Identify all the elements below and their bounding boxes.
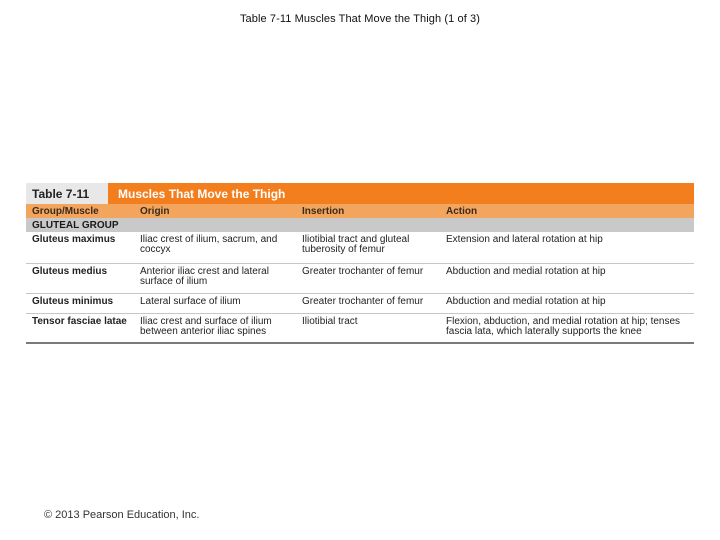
cell-insertion: Iliotibial tract bbox=[302, 316, 358, 327]
cell-action: Extension and lateral rotation at hip bbox=[446, 234, 603, 245]
table-row bbox=[26, 293, 694, 313]
cell-origin: Iliac crest and surface of ilium between anterior iliac spines bbox=[140, 316, 272, 337]
cell-muscle: Tensor fasciae latae bbox=[32, 316, 127, 327]
table-row bbox=[26, 313, 694, 342]
cell-insertion: Greater trochanter of femur bbox=[302, 296, 424, 307]
copyright-footer: © 2013 Pearson Education, Inc. bbox=[44, 509, 200, 521]
table-number: Table 7-11 bbox=[26, 183, 108, 204]
column-header-origin: Origin bbox=[140, 205, 170, 217]
cell-action: Abduction and medial rotation at hip bbox=[446, 266, 606, 277]
cell-origin: Anterior iliac crest and lateral surface of ilium bbox=[140, 266, 269, 287]
table-row bbox=[26, 232, 694, 263]
cell-origin: Iliac crest of ilium, sacrum, and coccyx bbox=[140, 234, 278, 255]
cell-muscle: Gluteus minimus bbox=[32, 296, 114, 307]
cell-muscle: Gluteus medius bbox=[32, 266, 108, 277]
cell-origin: Lateral surface of ilium bbox=[140, 296, 241, 307]
table-title: Muscles That Move the Thigh bbox=[118, 186, 286, 201]
column-header-action: Action bbox=[446, 205, 478, 217]
table-title-bar bbox=[26, 183, 694, 204]
cell-muscle: Gluteus maximus bbox=[32, 234, 116, 245]
table-row bbox=[26, 263, 694, 293]
cell-insertion: Iliotibial tract and gluteal tuberosity of femur bbox=[302, 234, 410, 255]
cell-action: Flexion, abduction, and medial rotation at hip; tenses fascia lata, which laterally supports the knee bbox=[446, 316, 681, 337]
cell-insertion: Greater trochanter of femur bbox=[302, 266, 424, 277]
column-header-muscle: Group/Muscle bbox=[32, 205, 99, 217]
table-header-row bbox=[26, 204, 694, 218]
column-header-insertion: Insertion bbox=[302, 205, 345, 217]
cell-action: Abduction and medial rotation at hip bbox=[446, 296, 606, 307]
table-body bbox=[26, 232, 694, 342]
group-row-gluteal: GLUTEAL GROUP bbox=[26, 218, 694, 232]
slide-title: Table 7-11 Muscles That Move the Thigh (1 of 3) bbox=[239, 13, 481, 25]
muscle-table bbox=[26, 183, 694, 344]
